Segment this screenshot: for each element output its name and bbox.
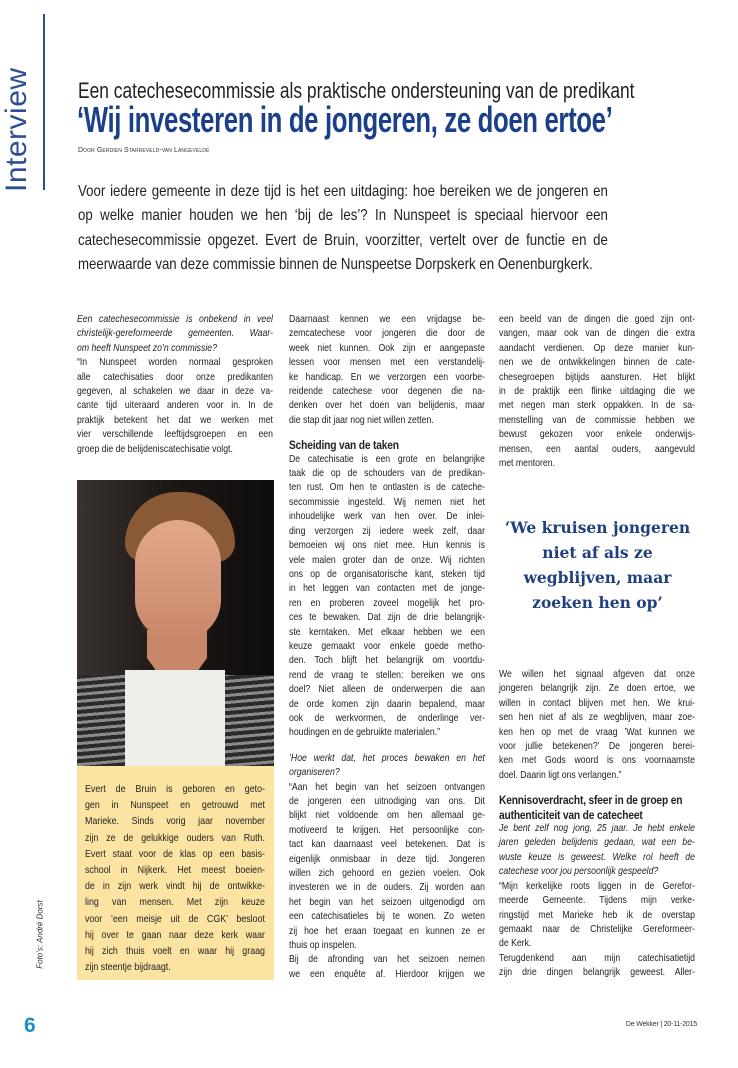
- paragraph: [289, 453, 485, 741]
- pull-quote-line: wegblijven, maar: [523, 568, 672, 587]
- text-line: ken met Gods woord is ons voornaamste: [499, 755, 695, 767]
- text-line: ook de werkvormen, de onderlinge ver-: [289, 712, 485, 724]
- text-line: Een catechesecommissie is onbekend in veel: [77, 314, 273, 325]
- text-line: blijkt niet voldoende om hen allemaal ge-: [289, 810, 485, 822]
- column-2: [289, 313, 485, 982]
- text-line: authenticiteit van de catecheet: [499, 807, 643, 822]
- photo-tshirt: [125, 670, 225, 766]
- text-line: vier verschillende leeftijdsgroepen en een: [77, 429, 273, 441]
- paragraph: [499, 880, 695, 952]
- text-line: Voor iedere gemeente in deze tijd is het een uitdaging: hoe bereiken we de jongeren en: [78, 183, 608, 200]
- text-line: we een enquête af. Hierdoor krijgen we: [289, 968, 485, 980]
- paragraph: [499, 952, 695, 981]
- text-line: Kennisoverdracht, sfeer in de groep en: [499, 793, 683, 808]
- page-number: 6: [24, 1014, 36, 1037]
- text-line: willen zich gehoord en gezien voelen. Ook: [289, 868, 485, 880]
- paragraph: [289, 953, 485, 982]
- text-line: ringstijd met Marieke heb ik de overstap: [499, 909, 695, 921]
- text-line: aandacht verdienen. Op deze manier kun-: [499, 342, 695, 354]
- text-line: ling van mensen. Met zijn keuze: [85, 897, 265, 909]
- text-line: ding verzorgen zij iedere week zelf, daar: [289, 525, 485, 537]
- text-line: keuze gemaakt voor enkele goede metho-: [289, 640, 485, 652]
- text-line: zij hoe het eraan toegaat en kunnen ze er: [289, 925, 485, 937]
- text-line: Evert staat voor de klas op een basis-: [85, 848, 265, 860]
- interview-question: [499, 822, 695, 880]
- text-line: met negen man sterk oppakken. In de sa-: [499, 400, 695, 412]
- paragraph: [499, 668, 695, 783]
- text-line: ’Hoe werkt dat, het proces bewaken en het: [289, 752, 485, 764]
- text-line: gemaakt naar de Christelijke Gereformeer-: [499, 923, 695, 935]
- text-line: voor jullie betekenen?’ De jongeren berei-: [499, 741, 695, 753]
- text-line: jongeren belangrijk zijn. Ze doen ertoe, we: [499, 683, 695, 695]
- text-line: zemcatechese voor jongeren die door de: [289, 328, 485, 340]
- column-3-bottom: [499, 668, 695, 981]
- interview-question: [77, 313, 273, 356]
- text-line: ke handicap. En we verzorgen een voorbe-: [289, 371, 485, 383]
- column-1: [77, 313, 273, 457]
- text-line: eigenlijk onmisbaar in deze tijd. Jongeren: [289, 853, 485, 865]
- text-line: de jongeren een uitnodiging van ons. Dit: [289, 796, 485, 807]
- text-line: willen in contact blijven met hen. We krui-: [499, 697, 695, 709]
- photo-credit: Foto’s: André Dorst: [35, 900, 45, 969]
- text-line: catechese voor jou persoonlijk gespeeld?: [499, 866, 659, 878]
- text-line: met mentoren.: [499, 458, 555, 470]
- section-heading: [289, 438, 485, 452]
- article-subtitle: Een catechesecommissie als praktische ondersteuning van de predikant: [78, 78, 635, 103]
- text-line: zijn ze de gelukkige ouders van Ruth.: [85, 832, 265, 844]
- column-3-top: [499, 313, 695, 471]
- text-line: praktijk betekent het dat we werken met: [77, 414, 273, 426]
- text-line: menstelling van de commissie hebben we: [499, 414, 695, 426]
- text-line: ten rust. Om hen te ontlasten is de cateche-: [289, 482, 485, 494]
- text-line: de Kerk.: [499, 938, 532, 950]
- text-line: vele malen groter dan de onze. Wij richten: [289, 554, 485, 566]
- text-line: meerwaarde van deze commissie binnen de Nunspeetse Dorpskerk en Oenenburgkerk.: [78, 255, 593, 273]
- text-line: vangen, maar ook van de dingen die extra: [499, 328, 695, 340]
- text-line: lessen voor mensen met een verstandelij-: [289, 357, 485, 369]
- text-line: houdingen en de gebruikte materialen.”: [289, 727, 441, 739]
- section-rule: [43, 14, 45, 190]
- text-line: chesegroepen bijtijds aansturen. Het blijkt: [499, 371, 695, 383]
- pull-quote-line: zoeken hen op’: [532, 593, 663, 612]
- text-line: ren en proberen zoveel mogelijk het pro-: [289, 597, 485, 609]
- text-line: secommissie ingesteld. Wij nemen niet het: [289, 496, 485, 508]
- text-line: in het leggen van contacten met de jonge-: [289, 583, 485, 595]
- section-label: Interview: [0, 67, 33, 192]
- text-line: motiveerd te krijgen. Het persoonlijke con-: [289, 824, 485, 836]
- text-line: op welke manier houden we hen ‘bij de les’? In Nunspeet is speciaal hiervoor een: [78, 207, 608, 225]
- portrait-photo: [77, 480, 274, 766]
- text-line: ons op de organisatorische kant, steken tijd: [289, 568, 485, 580]
- photo-caption: [85, 782, 265, 976]
- text-line: voor ’een meisje uit de CGK’ besloot: [85, 913, 265, 925]
- text-line: denken over het doen van belijdenis, maar: [289, 400, 485, 412]
- text-line: groep die de belijdeniscatechisatie volgt.: [77, 443, 233, 455]
- text-line: Bij de afronding van het seizoen nemen: [289, 954, 485, 966]
- section-heading: [499, 793, 695, 822]
- text-line: “Mijn kerkelijke roots liggen in de Gerefor-: [499, 880, 695, 892]
- text-line: de orde komen zijn daarin bepalend, maar: [289, 698, 485, 710]
- pull-quote: [499, 515, 696, 615]
- text-line: gen in Nunspeet en getrouwd met: [85, 800, 265, 812]
- pull-quote-line: ‘We kruisen jongeren: [504, 518, 691, 537]
- article-title: ‘Wij investeren in de jongeren, ze doen ertoe’: [77, 99, 613, 140]
- text-line: zijn steentje bijdraagt.: [85, 962, 171, 974]
- text-line: rend de vraag te stellen: bereiken we ons: [289, 669, 485, 681]
- text-line: Daarnaast kennen we een vrijdagse be-: [289, 314, 485, 325]
- intro-paragraph: [78, 180, 608, 277]
- text-line: het begin van het seizoen uitgenodigd om: [289, 896, 485, 908]
- text-line: meerde Gemeente. Tijdens mijn verke-: [499, 895, 695, 907]
- text-line: bewust gekozen voor enkele onderwijs-: [499, 429, 695, 441]
- text-line: die stap dit jaar nog niet willen zetten.: [289, 414, 434, 426]
- text-line: taak die op de schouders van de predikan-: [289, 468, 485, 480]
- text-line: in de praktijk een flinke uitdaging die we: [499, 386, 695, 398]
- text-line: bemoeien wij ons niet mee. Hun kennis is: [289, 540, 485, 552]
- text-line: We willen het signaal afgeven dat onze: [499, 669, 695, 680]
- paragraph: [289, 781, 485, 954]
- text-line: week niet kunnen. Ook zijn er aangepaste: [289, 342, 485, 354]
- text-line: ken hen op met de vraag ’Wat kunnen we: [499, 726, 695, 738]
- text-line: nen we de ontwikkelingen binnen de cate-: [499, 357, 695, 369]
- text-line: ces te bewaken. Dat zijn de drie belangrijk-: [289, 612, 485, 624]
- paragraph: [77, 356, 273, 457]
- paragraph: [499, 313, 695, 471]
- text-line: doel? Niet alleen de onderwerpen die aan: [289, 684, 485, 696]
- text-line: reidende catechese voor degenen die na-: [289, 386, 485, 398]
- text-line: Marieke. Sinds vorig jaar november: [85, 816, 265, 828]
- text-line: Evert de Bruin is geboren en geto-: [85, 784, 265, 795]
- text-line: jaren geleden belijdenis gedaan, wat een be-: [499, 837, 695, 849]
- text-line: sen hen niet af als ze wegblijven, maar zoe-: [499, 712, 695, 724]
- text-line: een beeld van de dingen die goed zijn ont-: [499, 314, 695, 325]
- text-line: om heeft Nunspeet zo’n commissie?: [77, 342, 217, 354]
- text-line: gegeven, al schakelen we daar in deze va-: [77, 386, 273, 398]
- text-line: hij zich thuis voelt en waar hij graag: [85, 946, 265, 958]
- text-line: wuste keuze is geweest. Welke rol heeft de: [499, 851, 695, 863]
- text-line: tact kan daarnaast veel betekenen. Dat is: [289, 839, 485, 851]
- text-line: “In Nunspeet worden normaal gesproken: [77, 357, 273, 369]
- text-line: christelijk-gereformeerde gemeenten. Waar-: [77, 328, 273, 340]
- text-line: “Aan het begin van het seizoen ontvangen: [289, 781, 485, 793]
- footer-publication-date: De Wekker | 20-11-2015: [625, 1021, 697, 1028]
- pull-quote-line: niet af als ze: [542, 543, 653, 562]
- text-line: mensen, een aantal ouders, aangevuld: [499, 443, 695, 455]
- text-line: cante tijd uiteraard anderen voor in. In de: [77, 400, 273, 412]
- text-line: alle catechisaties door onze predikanten: [77, 371, 273, 383]
- byline: Door Gerdien Starreveld-van Langevelde: [78, 147, 210, 154]
- text-line: De catechisatie is een grote en belangrijke: [289, 453, 485, 465]
- interview-question: [289, 752, 485, 781]
- text-line: ste kerntaken. Met elkaar hebben we een: [289, 626, 485, 638]
- text-line: inhoudelijke werk van hen over. De inlei-: [289, 511, 485, 523]
- text-line: hij over te gaan naar deze kerk waar: [85, 929, 265, 941]
- text-line: Je bent zelf nog jong, 25 jaar. Je hebt enkele: [499, 823, 695, 835]
- text-line: catechesecommissie opgezet. Evert de Bruin, voorzitter, vertelt over de functie en de: [78, 231, 608, 249]
- text-line: doel. Daarin ligt ons verlangen.”: [499, 769, 622, 781]
- text-line: de in zijn werk vindt hij de ontwikke-: [85, 881, 265, 893]
- photo-face: [135, 520, 221, 640]
- paragraph: [289, 313, 485, 428]
- text-line: investeren we in de ouders. Zij worden aan: [289, 882, 485, 894]
- text-line: school in Nijkerk. Het meest boeien-: [85, 865, 265, 877]
- text-line: een catechisatieles bij te wonen. Zo weten: [289, 911, 485, 923]
- text-line: organiseren?: [289, 767, 340, 779]
- text-line: thuis op inspelen.: [289, 940, 357, 952]
- text-line: Terugdenkend aan mijn catechisatietijd: [499, 952, 695, 964]
- text-line: zijn drie dingen belangrijk geweest. Aller-: [499, 967, 695, 979]
- text-line: Scheiding van de taken: [289, 438, 399, 453]
- text-line: den. Toch blijft het belangrijk om voortdu-: [289, 655, 485, 667]
